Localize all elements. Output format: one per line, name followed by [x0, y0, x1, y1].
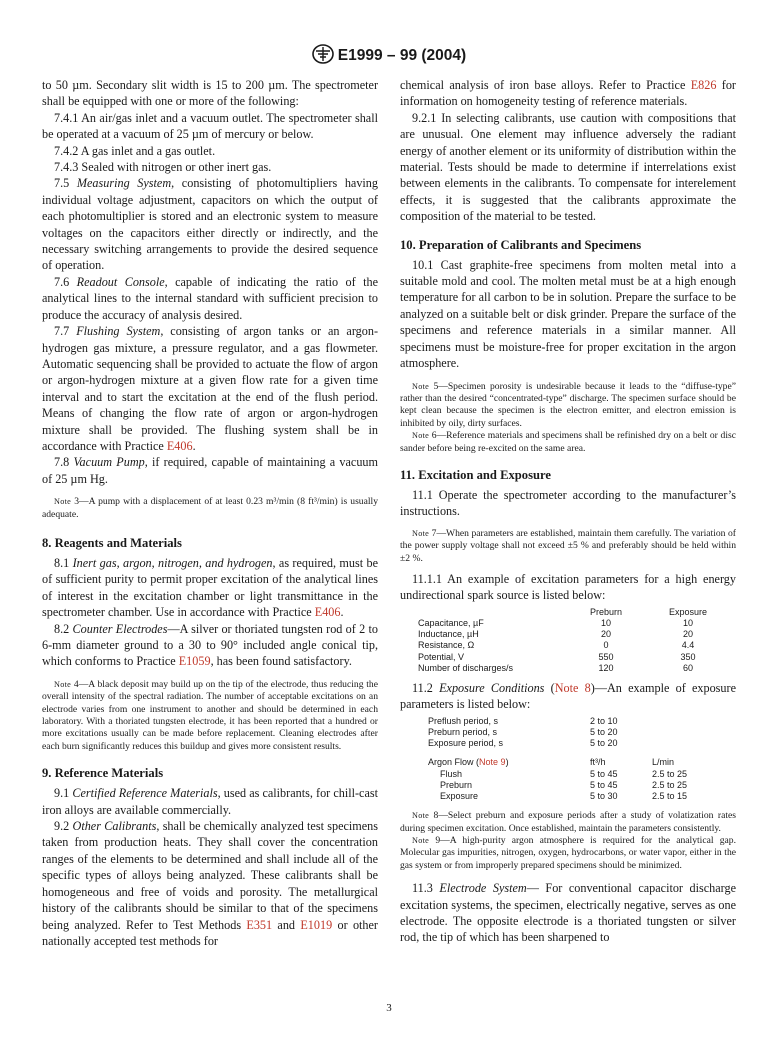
term-electrode-system: Electrode System: [439, 881, 527, 896]
paragraph-9-2-continued: chemical analysis of iron base alloys. Refer to Practice E826 for information on homogeneity testing of reference materials.: [400, 78, 736, 109]
paragraph-7-6: 7.6 Readout Console, capable of indicating the ratio of the analytical lines to the internal standard with sufficient precision to produce the accuracy of analysis desired.: [42, 274, 378, 322]
paragraph-9-2-1: 9.2.1 In selecting calibrants, use caution with compositions that are unusual. One element may influence adversely the radiant energy of another element or its uniformity of distribution within the material. Tests should be made to determine if interrelations exist between elements in the calibrants. To compensate for interelement effects, it is suggested that the calibrants approximate the composition of the material to be tested.: [400, 110, 736, 224]
table-row: Inductance, µH 20 20: [418, 629, 693, 640]
table-row: Preburn period, s 5 to 20: [428, 727, 618, 738]
term-exposure-conditions: Exposure Conditions: [439, 681, 545, 695]
table-row: Exposure 5 to 30 2.5 to 15: [440, 791, 688, 802]
paragraph-7-8: 7.8 Vacuum Pump, if required, capable of maintaining a vacuum of 25 µm Hg.: [42, 455, 378, 486]
paragraph-7-4-1: 7.4.1 An air/gas inlet and a vacuum outlet. The spectrometer shall be operated at a vacuum of 25 µm of mercury or below.: [42, 110, 378, 142]
paragraph-11-1: 11.1 Operate the spectrometer according to the manufacturer’s instructions.: [400, 487, 736, 519]
term-flushing-system: Flushing System: [76, 324, 161, 339]
link-note-8[interactable]: Note 8: [554, 681, 591, 695]
paragraph-9-2: 9.2 Other Calibrants, shall be chemically analyzed test specimens taken from production heats. They shall cover the concentration ranges of the elements to be determined and shall include all of the specific types of alloys being analyzed. These calibrants shall be homogeneous and free of voids and porosity. The metallurgical history of the calibrants should be similar to that of the specimens being analyzed. Refer to Test Methods E351 and E1019 or other nationally accepted test methods for: [42, 819, 379, 948]
term-other-calibrants: Other Calibrants: [72, 819, 157, 834]
link-e1059[interactable]: E1059: [178, 654, 211, 669]
left-column: [42, 77, 378, 949]
link-e406[interactable]: E406: [166, 438, 193, 453]
term-measuring-system: Measuring System: [76, 176, 172, 191]
right-column: [400, 77, 736, 946]
paragraph-7-4-continued: to 50 µm. Secondary slit width is 15 to 200 µm. The spectrometer shall be equipped with one or more of the following:: [42, 78, 378, 109]
note-7: Note 7—When parameters are established, maintain them carefully. The variation of the power supply voltage shall not exceed ±5 % and preferably should be held within ±2 %.: [400, 527, 736, 564]
link-e1019[interactable]: E1019: [300, 917, 333, 932]
paragraph-11-3: 11.3 Electrode System— For conventional capacitor discharge excitation systems, the specimen, electrically negative, serves as one electrode. The opposite electrode is a thoriated tungsten or silver rod, the tip of which has been sharpened to: [400, 881, 736, 945]
link-note-9[interactable]: Note 9: [479, 757, 506, 768]
page-number: 3: [386, 1002, 392, 1014]
paragraph-7-4-3: 7.4.3 Sealed with nitrogen or other inert gas.: [54, 160, 272, 175]
paragraph-8-1: 8.1 Inert gas, argon, nitrogen, and hydrogen, as required, must be of sufficient purity to permit proper excitation of the analytical lines of interest in the excitation chamber or light transmittance in the spectrometer chamber. Use in accordance with Practice E406.: [42, 555, 378, 620]
term-certified-reference-materials: Certified Reference Materials: [72, 786, 218, 801]
term-counter-electrodes: Counter Electrodes: [72, 621, 168, 636]
document-designation: E1999 – 99 (2004): [337, 47, 467, 64]
paragraph-8-2: 8.2 Counter Electrodes—A silver or thoriated tungsten rod of 2 to 6-mm diameter ground to a 30 to 90° included angle conical tip, which conforms to Practice E1059, has been found satisfactory.: [42, 621, 379, 669]
exposure-parameters-table: [428, 716, 732, 802]
table-row: Preflush period, s 2 to 10: [428, 715, 618, 726]
paragraph-11-1-1: 11.1.1 An example of excitation parameters for a high energy undirectional spark source is listed below:: [400, 571, 736, 603]
note-5: Note 5—Specimen porosity is undesirable because it leads to the “diffuse-type” rather than the desired “concentrated-type” discharge. The specimen surface should be kept clean because the specimen is the electron emitter, and electron emission is inhibited by oily, dirty surfaces.: [400, 380, 736, 429]
table-row: Flush 5 to 45 2.5 to 25: [440, 768, 688, 779]
excitation-parameters-table: [418, 607, 728, 674]
section-11-heading: 11. Excitation and Exposure: [400, 467, 551, 482]
section-9-heading: 9. Reference Materials: [42, 766, 164, 781]
section-10-heading: 10. Preparation of Calibrants and Specimens: [400, 237, 642, 252]
term-inert-gas: Inert gas, argon, nitrogen, and hydrogen: [72, 555, 273, 570]
note-4: Note 4—A black deposit may build up on the tip of the electrode, thus reducing the overall intensity of the spectral radiation. The number of acceptable excitations on an electrode varies from one instrument to another and should be determined in each laboratory. With a thoriated tungsten electrode, it has been reported that a hundred or more excitations usually can be made before replacement. Cleaning electrodes after each burn significantly reduces this buildup and gives more consistent results.: [42, 678, 378, 752]
paragraph-7-4-2: 7.4.2 A gas inlet and a gas outlet.: [54, 143, 216, 158]
table-header-row: Preburn Exposure: [589, 606, 708, 617]
table-row: Resistance, Ω 0 4.4: [418, 640, 695, 651]
astm-logo-icon: [312, 44, 334, 64]
paragraph-7-7: 7.7 Flushing System, consisting of argon tanks or an argon-hydrogen gas mixture, a pressure regulator, and a gas flowmeter. Automatic sequencing shall be provided to actuate the flow of argon or argon-hydrogen mixture at a given flow rate for a given time interval and to start the excitation at the end of the flush period. Means of changing the flow rate of argon or argon-hydrogen mixture shall be provided. The flushing system shall be in accordance with Practice E406.: [42, 324, 379, 453]
link-e826[interactable]: E826: [690, 78, 717, 92]
argon-flow-header-row: Argon Flow (Note 9) ft³/h L/min: [428, 757, 675, 768]
table-row: Exposure period, s 5 to 20: [428, 738, 618, 749]
table-row: Preburn 5 to 45 2.5 to 25: [440, 779, 688, 790]
term-readout-console: Readout Console: [76, 274, 165, 289]
table-row: Capacitance, µF 10 10: [418, 617, 693, 628]
section-8-heading: 8. Reagents and Materials: [42, 535, 182, 550]
paragraph-7-5: 7.5 Measuring System, consisting of photomultipliers having individual voltage adjustment, capacitors on which the output of each photomultiplier is stored and an electronic system to measure voltages on the capacitors either directly or indirectly, and the necessary switching arrangements to provide the desired sequence of operation.: [42, 176, 378, 273]
note-6: Note 6—Reference materials and specimens shall be refinished dry on a belt or disc sander before being re-excited on the same area.: [400, 430, 736, 454]
note-3: Note 3—A pump with a displacement of at least 0.23 m³/min (8 ft³/min) is usually adequate.: [42, 496, 378, 520]
link-e406-2[interactable]: E406: [314, 605, 341, 620]
table-row: Number of discharges/s 120 60: [418, 662, 693, 673]
table-row: Potential, V 550 350: [418, 651, 696, 662]
note-9: Note 9—A high-purity argon atmosphere is required for the analytical gap. Molecular gas impurities, nitrogen, oxygen, hydrocarbons, or water vapor, either in the gas system or from improperly prepared specimens should be minimized.: [400, 835, 736, 871]
note-8: Note 8—Select preburn and exposure periods after a study of volatization rates during specimen excitation. Once established, maintain the parameters consistently.: [400, 810, 736, 834]
page-header: [0, 44, 778, 65]
link-e351[interactable]: E351: [246, 917, 273, 932]
paragraph-9-1: 9.1 Certified Reference Materials, used as calibrants, for chill-cast iron alloys are available commercially.: [42, 786, 379, 817]
paragraph-10-1: 10.1 Cast graphite-free specimens from molten metal into a suitable mold and cool. The molten metal must be at a high enough temperature for all carbon to be in solution. Prepare the surface to be analyzed on a suitable belt or disk grinder. Prepare the surface of the specimens and reference materials in a similar manner. All specimens must be moisture-free for proper excitation in the argon atmosphere.: [400, 257, 736, 371]
term-vacuum-pump: Vacuum Pump: [73, 455, 145, 470]
paragraph-11-2: 11.2 Exposure Conditions (Note 8)—An example of exposure parameters is listed below:: [400, 681, 736, 712]
